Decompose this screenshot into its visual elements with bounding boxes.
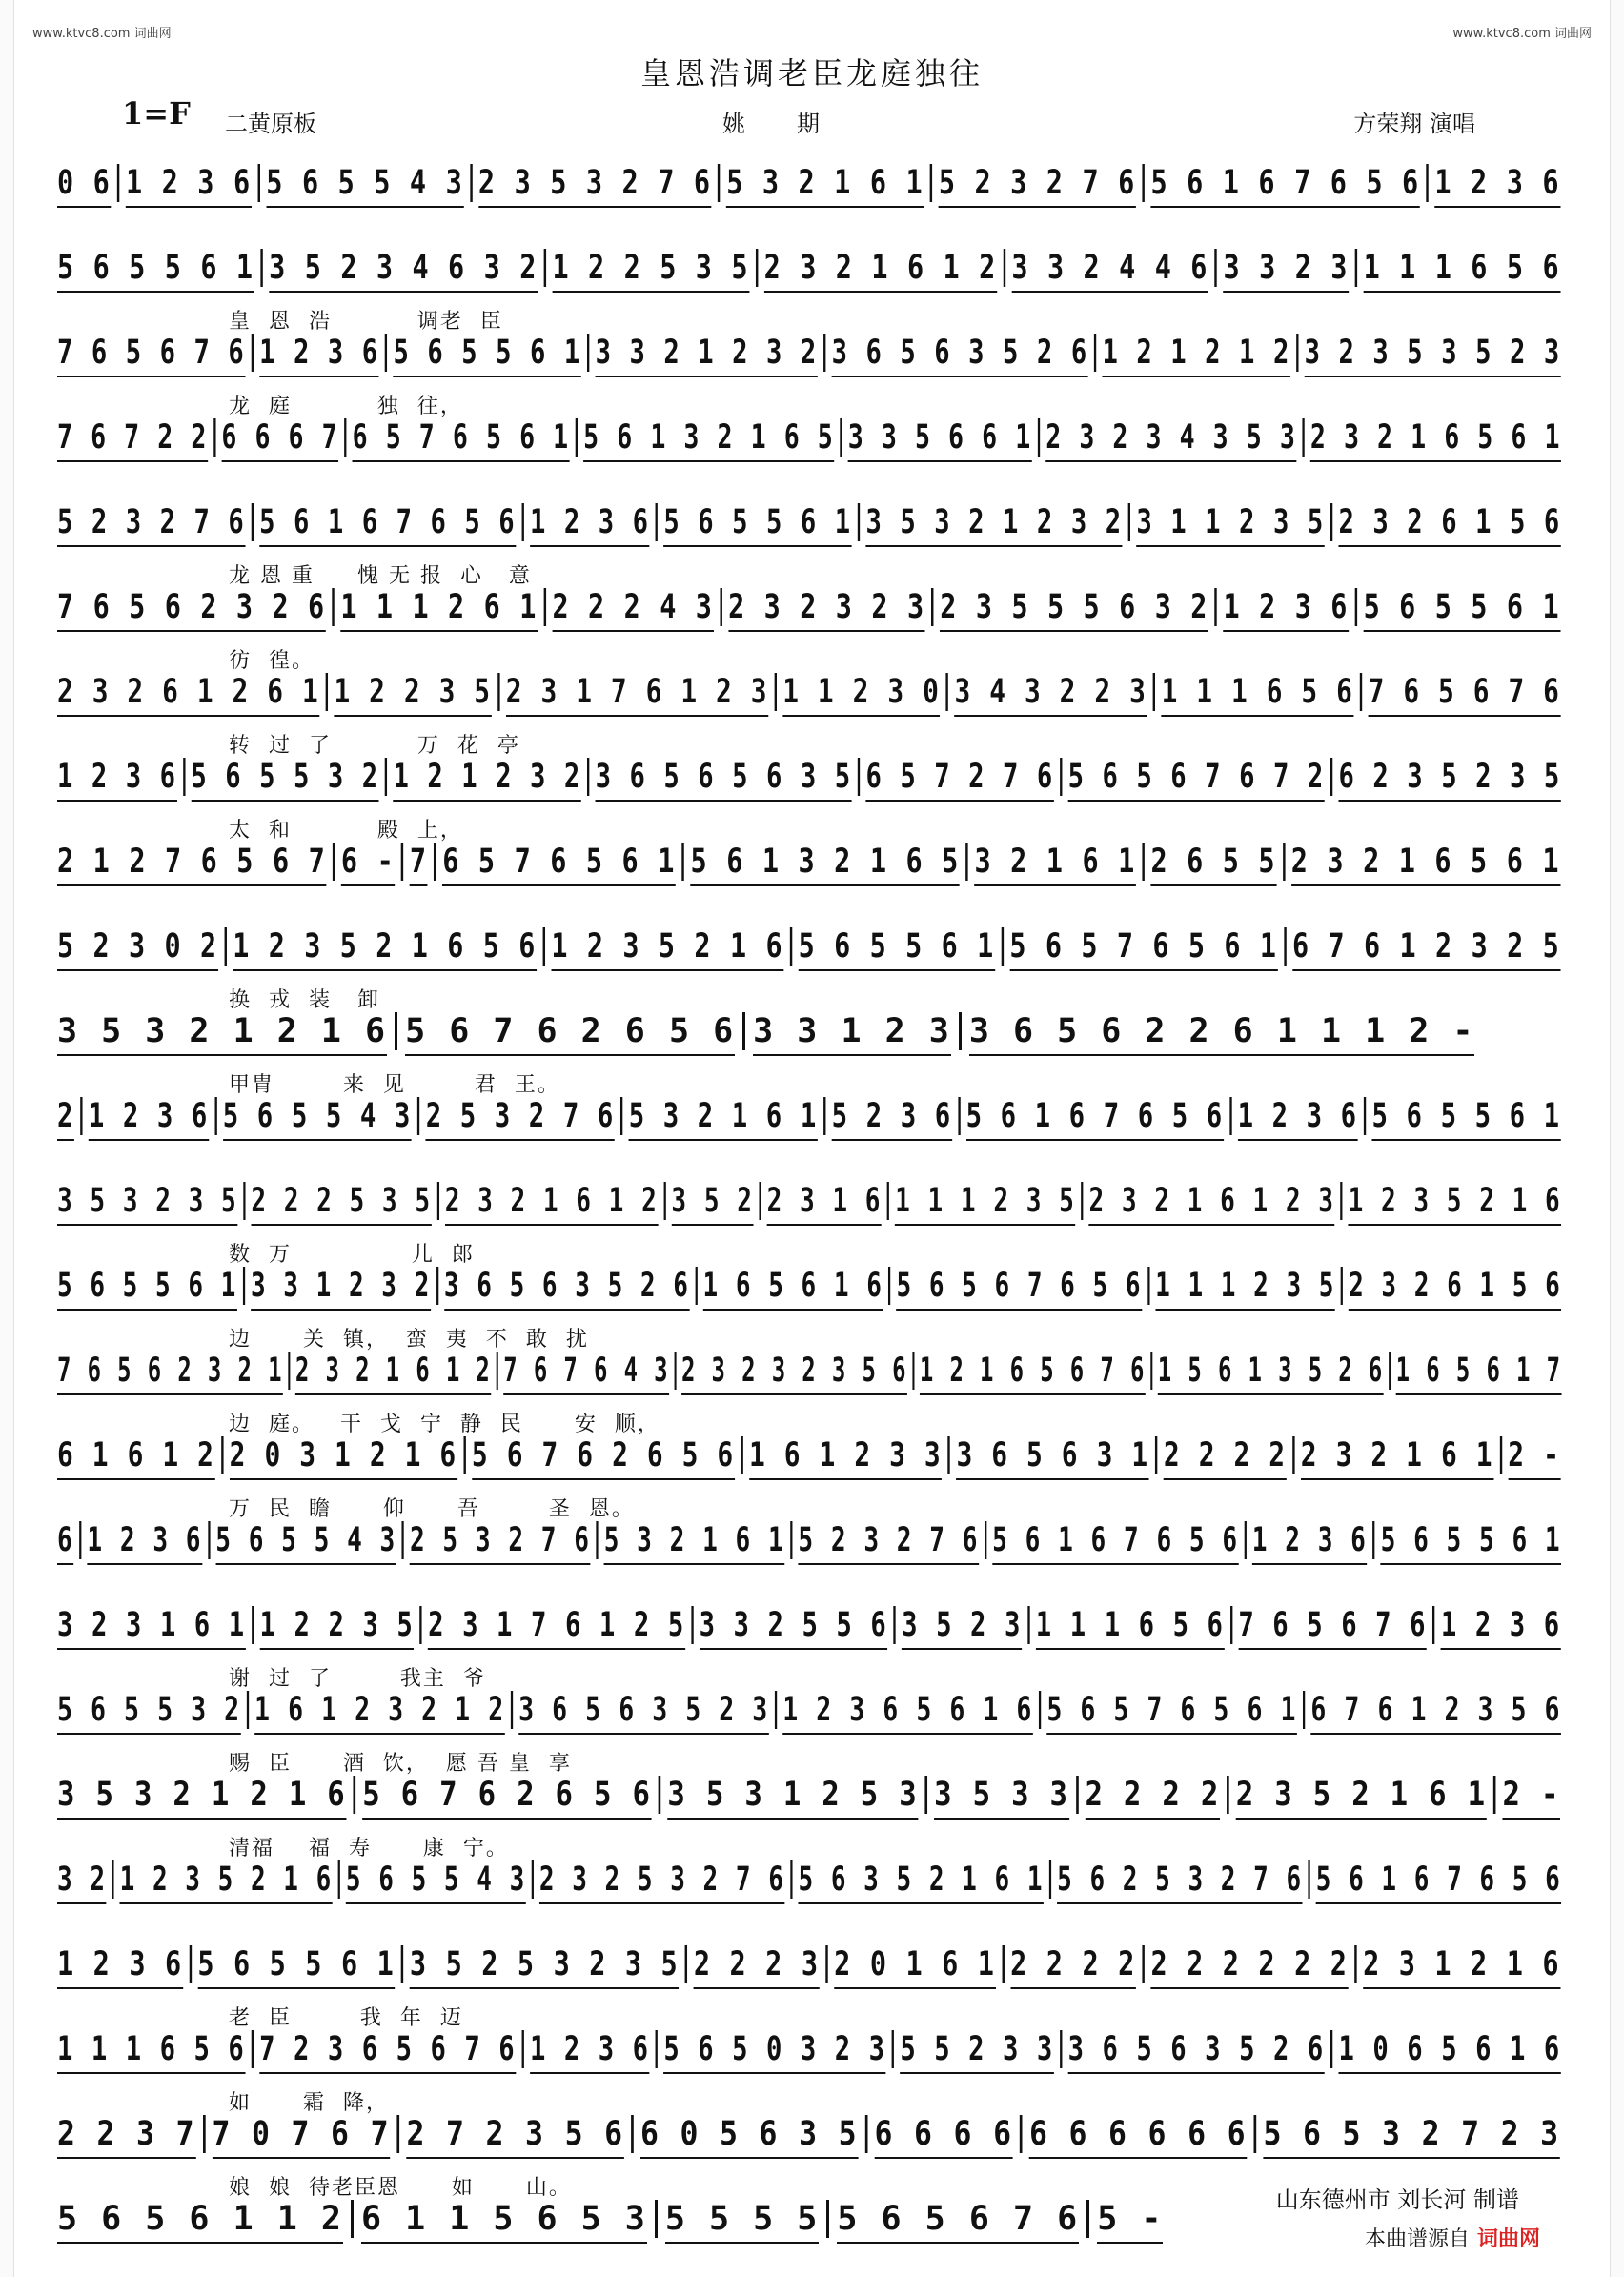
site-watermark-right: www.ktvc8.com 词曲网 [1452,27,1592,41]
measure: 2 2 2 3 [685,1945,825,1983]
measure: 3 5 3 1 2 5 3 [659,1776,925,1814]
measure: 2 3 1 7 6 1 2 5 [420,1606,691,1644]
measure: 7 6 7 6 4 3 [497,1352,675,1390]
measure: 5 3 2 1 6 1 [718,164,930,202]
measure: 5 6 1 3 2 1 6 5 [576,418,841,457]
measure: 5 6 5 5 6 1 [57,1267,243,1305]
measure: 3 3 2 4 4 6 [1003,249,1214,287]
measure: 3 6 5 6 3 5 2 3 [511,1691,775,1729]
lyric-line [57,1153,1567,1182]
score-line [57,727,1567,812]
measure: 5 6 5 6 7 6 7 2 [1060,758,1330,796]
measure: 2 5 3 2 7 6 [417,1097,620,1135]
score-line [57,1745,1567,1830]
measure: 5 6 5 5 4 3 [208,1521,402,1559]
score-line [57,1830,1567,1915]
measure: 5 6 1 3 2 1 6 5 [682,843,966,881]
singer-credit: 方荣翔 演唱 [1353,111,1475,137]
measure: 3 5 2 3 [894,1606,1028,1644]
measure: 5 3 2 1 6 1 [620,1097,823,1135]
score-line [57,1151,1567,1236]
notation-line [57,1182,1562,1220]
measure: 7 6 7 2 2 [57,418,213,457]
notation-line [57,1521,1562,1559]
lyric-line: 如 霜 降， [229,2091,389,2115]
score-line [57,812,1567,897]
measure: 1 2 3 6 [521,503,655,541]
notation-line [57,1097,1561,1135]
measure: 2 3 2 1 6 1 2 [436,1182,663,1220]
score-title: 皇恩浩调老臣龙庭独往 [639,55,984,91]
measure: 6 1 6 1 2 [57,1436,221,1474]
measure: 5 6 1 6 7 6 5 6 [958,1097,1229,1135]
measure: 1 1 1 2 3 5 [1147,1267,1341,1305]
measure: 5 6 7 6 2 6 5 6 [354,1776,659,1814]
notation-line [57,1267,1562,1305]
measure: 5 6 1 6 7 6 5 6 [985,1521,1245,1559]
tune-mode: 二黄原板 [225,111,316,137]
measure: 2 3 2 3 2 3 5 6 [674,1352,912,1390]
measure: 3 5 3 3 [924,1776,1075,1814]
measure: 7 [401,843,434,881]
measure: 1 2 3 6 [79,1521,208,1559]
measure: 2 3 1 7 6 1 2 3 [497,673,774,711]
measure: 3 6 5 6 3 5 2 6 [823,334,1094,372]
key-signature: 1=F [122,95,191,132]
measure: 1 2 3 6 [1245,1521,1373,1559]
measure: 6 5 7 2 7 6 [858,758,1060,796]
measure: 1 1 2 3 0 [774,673,945,711]
measure: 7 0 7 6 7 [203,2115,397,2153]
measure: 5 6 1 6 7 6 5 6 [1142,164,1426,202]
measure: 1 2 3 6 [1215,588,1355,626]
measure: 7 2 3 6 5 6 7 6 [252,2030,522,2068]
measure: 1 6 1 2 3 2 1 2 [247,1691,511,1729]
lyric-line: 谢 过 了 我主 爷 [229,1667,486,1691]
score-line [57,133,1567,218]
measure: 1 2 3 6 5 6 1 6 [775,1691,1039,1729]
measure: 5 6 1 6 7 6 5 6 [252,503,522,541]
measure: 5 6 5 5 6 1 [57,249,260,287]
measure: 5 6 1 6 7 6 5 6 [1309,1860,1568,1899]
measure: 6 7 6 1 2 3 2 5 [1284,927,1567,966]
score-line [57,218,1567,303]
measure: 2 3 1 2 1 6 [1354,1945,1567,1983]
measure: 5 6 5 0 3 2 3 [656,2030,892,2068]
measure: 5 2 3 2 7 6 [930,164,1143,202]
measure: 1 2 3 6 [117,164,257,202]
notation-line [57,1691,1562,1729]
measure: 5 6 5 5 6 1 [189,1945,401,1983]
measure: 1 2 3 5 2 1 6 [542,927,789,966]
lyric-line: 龙 恩 重 愧 无 报 心 意 [229,564,532,588]
measure: 1 2 2 5 3 5 [544,249,756,287]
measure: 1 2 2 3 5 [326,673,497,711]
score-line [57,388,1567,473]
measure: 2 3 2 6 1 2 6 1 [57,673,326,711]
measure: 6 6 6 6 [865,2115,1020,2153]
measure: 1 1 1 2 3 5 [887,1182,1081,1220]
notation-line [57,164,1561,202]
measure: 5 6 5 7 6 5 6 1 [1039,1691,1303,1729]
measure: 3 2 3 5 3 5 2 3 [1296,334,1567,372]
measure: 5 6 5 3 2 7 2 3 [1254,2115,1568,2153]
measure: 2 - [1500,1436,1567,1474]
measure: 1 2 3 6 [252,334,385,372]
measure: 6 0 5 6 3 5 [631,2115,865,2153]
measure: 2 2 2 2 [1155,1436,1292,1474]
lyric-line [57,1917,1567,1945]
lyric-line: 龙 庭 独 往， [229,395,463,418]
measure: 3 4 3 2 2 3 [946,673,1153,711]
measure: 3 5 3 2 1 2 1 6 [57,1776,354,1814]
measure: 5 6 5 5 6 1 [790,927,1002,966]
measure: 6 2 3 5 2 3 5 [1330,758,1567,796]
right-margin-strip [1610,0,1624,2277]
measure: 2 3 2 1 6 1 2 [756,249,1004,287]
source-note [1365,2223,1540,2252]
notation-line [57,249,1561,287]
measure: 6 5 7 6 5 6 1 [434,843,681,881]
measure: 2 2 2 2 [1076,1776,1227,1814]
measure: 5 2 3 0 2 [57,927,224,966]
lyric-line: 彷 徨。 [229,649,315,673]
notation-line [57,1606,1561,1644]
score-line [57,897,1567,982]
measure: 5 3 2 1 6 1 [596,1521,790,1559]
measure: 2 3 2 5 3 2 7 6 [532,1860,791,1899]
measure: 3 5 3 2 3 5 [57,1182,243,1220]
measure: 1 2 3 5 2 1 6 5 6 [224,927,542,966]
measure: 3 3 2 5 5 6 [691,1606,894,1644]
measure: 2 3 1 6 [759,1182,887,1220]
measure: 3 3 2 1 2 3 2 [587,334,823,372]
measure: 1 1 1 6 5 6 [57,2030,252,2068]
site-watermark-left: www.ktvc8.com 词曲网 [32,27,172,41]
measure: 2 2 3 7 [57,2115,203,2153]
lyric-line: 皇 恩 浩 调老 臣 [229,310,503,334]
measure: 6 5 7 6 5 6 1 [344,418,576,457]
score-line [57,303,1567,388]
lyric-line: 万 民 瞻 仰 吾 圣 恩。 [229,1497,635,1521]
measure: 2 [57,1097,80,1135]
lyric-line: 老 臣 我 年 迈 [229,2006,463,2030]
notation-line [57,334,1561,372]
measure: 1 2 1 2 3 2 [385,758,587,796]
lyric-line: 清福 福 寿 康 宁。 [229,1837,509,1860]
measure: 1 2 1 2 1 2 [1094,334,1296,372]
measure: 5 6 5 5 6 1 [1355,588,1567,626]
measure: 7 6 5 6 7 6 [1230,1606,1433,1644]
measure: 2 3 2 1 6 5 6 1 [1283,843,1567,881]
score-line [57,1067,1567,1151]
measure: 3 6 5 6 3 5 2 6 [1060,2030,1330,2068]
measure: 7 6 5 6 7 6 [1360,673,1567,711]
score-line [57,2000,1567,2084]
measure: 6 6 6 6 6 6 [1020,2115,1254,2153]
measure: 1 2 3 5 2 1 6 [112,1860,337,1899]
measure: 1 2 3 6 [1229,1097,1364,1135]
measure: 3 1 1 2 3 5 [1128,503,1330,541]
measure: 3 6 5 6 3 1 [948,1436,1155,1474]
measure: 5 6 7 6 2 6 5 6 [463,1436,741,1474]
measure: 2 3 2 6 1 5 6 [1330,503,1567,541]
measure: 5 2 3 6 [823,1097,958,1135]
measure: 1 2 3 6 [1432,1606,1567,1644]
notation-line [57,1776,1561,1814]
lyric-line: 娘 娘 待老臣恩 如 山。 [229,2176,572,2200]
measure: 1 2 3 6 [1426,164,1566,202]
measure: 3 6 5 6 3 5 2 6 [436,1267,696,1305]
lyric-line: 数 万 儿 郎 [229,1243,475,1267]
measure: 1 2 3 6 [80,1097,214,1135]
measure: 1 1 1 2 6 1 [332,588,543,626]
lyric-line: 边 关 镇， 蛮 夷 不 敢 扰 [229,1328,589,1352]
measure: 3 3 1 2 3 2 [243,1267,436,1305]
jianpu-score [57,133,1567,2254]
score-line [57,642,1567,727]
measure: 6 1 1 5 6 5 3 [351,2200,655,2238]
measure: 6 7 6 1 2 3 5 6 [1303,1691,1567,1729]
score-line [57,473,1567,558]
measure: 5 6 5 5 6 1 [1372,1521,1567,1559]
measure: 5 6 5 7 6 5 6 1 [1001,927,1284,966]
measure: 2 2 2 5 3 5 [243,1182,436,1220]
measure: 5 6 5 5 3 2 [183,758,385,796]
measure: 2 3 2 3 2 3 [720,588,931,626]
measure: 6 6 6 7 [213,418,344,457]
measure: 2 3 2 3 4 3 5 3 [1038,418,1303,457]
measure: 5 6 5 5 6 1 [385,334,587,372]
notation-line [57,1945,1561,1983]
measure: 7 6 5 6 7 6 [57,334,252,372]
measure: 5 - [1086,2200,1170,2238]
notation-line [57,758,1561,796]
measure: 3 3 2 3 [1215,249,1355,287]
score-line [57,1915,1567,2000]
measure: 5 6 7 6 2 6 5 6 [395,1012,742,1050]
measure: 2 2 2 2 2 2 [1142,1945,1354,1983]
lyric-line [57,220,1567,249]
measure: 5 2 3 2 7 6 [790,1521,985,1559]
lyric-line: 赐 臣 酒 饮， 愿 吾 皇 享 [229,1752,572,1776]
lyric-line: 甲胄 来 见 君 王。 [229,1073,560,1097]
measure: 1 2 1 6 5 6 7 6 [912,1352,1150,1390]
measure: 3 6 5 6 5 6 3 5 [587,758,858,796]
role-name: 姚期 [722,111,871,137]
measure: 3 5 2 [663,1182,759,1220]
measure: 1 6 1 2 3 3 [741,1436,947,1474]
measure: 2 3 5 2 1 6 1 [1227,1776,1493,1814]
score-line [57,982,1567,1067]
measure: 3 5 3 2 1 2 1 6 [57,1012,395,1050]
measure: 3 5 2 3 4 6 3 2 [260,249,543,287]
measure: 5 6 3 5 2 1 6 1 [790,1860,1049,1899]
measure: 2 3 5 3 2 7 6 [470,164,718,202]
measure: 5 6 2 5 3 2 7 6 [1049,1860,1309,1899]
measure: 2 5 3 2 7 6 [402,1521,597,1559]
score-line [57,558,1567,642]
measure: 2 0 1 6 1 [825,1945,1002,1983]
left-margin-strip [0,0,14,2277]
score-line [57,1660,1567,1745]
lyric-line: 边 庭。 干 戈 宁 静 民 安 顺， [229,1413,660,1436]
measure: 2 2 2 2 [1002,1945,1142,1983]
source-prefix: 本曲谱源自 [1364,2227,1470,2251]
measure: 2 3 2 6 1 5 6 [1341,1267,1567,1305]
measure: 3 6 5 6 2 2 6 1 1 1 2 - [959,1012,1483,1050]
measure: 5 6 5 5 3 2 [57,1691,247,1729]
measure: 1 2 2 3 5 [252,1606,420,1644]
measure: 5 6 5 6 7 6 [826,2200,1086,2238]
measure: 2 3 2 1 6 1 2 [288,1352,496,1390]
measure: 1 5 6 1 3 5 2 6 [1150,1352,1389,1390]
score-line [57,1321,1567,1406]
notation-line [57,2115,1560,2153]
measure: 5 6 5 5 4 3 [214,1097,417,1135]
measure: 3 2 [57,1860,112,1899]
measure: 1 2 3 6 [57,758,183,796]
measure: 5 6 5 5 4 3 [257,164,470,202]
measure: 2 3 2 1 6 1 [1292,1436,1499,1474]
measure: 5 6 5 6 7 6 5 6 [888,1267,1147,1305]
lyric-line: 换 戎 装 卸 [229,988,380,1012]
measure: 1 6 5 6 1 6 [695,1267,888,1305]
measure: 2 3 5 5 5 6 3 2 [931,588,1214,626]
measure: 3 2 3 1 6 1 [57,1606,252,1644]
score-line [57,1236,1567,1321]
measure: 0 6 [57,164,117,202]
measure: 2 6 5 5 [1142,843,1282,881]
notation-line [57,1352,1562,1390]
lyric-line [57,1577,1567,1606]
measure: 1 6 5 6 1 7 [1389,1352,1567,1390]
lyric-line [57,899,1567,927]
notation-line [57,2030,1561,2068]
measure: 5 6 5 5 6 1 [656,503,858,541]
score-line [57,1491,1567,1576]
measure: 5 6 5 6 1 1 2 [57,2200,351,2238]
measure: 3 5 2 5 3 2 3 5 [401,1945,685,1983]
measure: 1 2 3 6 [57,1945,189,1983]
notation-line [57,588,1561,626]
lyric-line [57,475,1567,503]
measure: 2 2 2 4 3 [544,588,721,626]
notation-line [57,927,1561,966]
notation-line [57,503,1561,541]
measure: 2 1 2 7 6 5 6 7 [57,843,333,881]
lyric-line [57,135,1567,164]
measure: 3 2 1 6 1 [965,843,1142,881]
measure: 7 6 5 6 2 3 2 6 [57,588,332,626]
notation-line [57,1860,1562,1899]
transcriber-credit: 山东德州市 刘长河 制谱 [1275,2186,1519,2213]
measure: 5 6 5 5 4 3 [338,1860,532,1899]
measure: 6 - [333,843,401,881]
measure: 3 5 3 2 1 2 3 2 [858,503,1128,541]
measure: 5 6 5 5 6 1 [1364,1097,1567,1135]
measure: 2 3 2 1 6 1 2 3 [1081,1182,1340,1220]
measure: 1 0 6 5 6 1 6 [1330,2030,1567,2068]
lyric-line: 转 过 了 万 花 亭 [229,734,520,758]
notation-line [57,1436,1561,1474]
measure: 5 5 2 3 3 [892,2030,1060,2068]
score-line [57,2084,1567,2169]
score-line [57,1406,1567,1491]
measure: 1 2 3 6 [521,2030,655,2068]
notation-line [57,843,1561,881]
notation-line [57,673,1561,711]
notation-line [57,1012,1567,1050]
measure: 2 7 2 3 5 6 [397,2115,632,2153]
measure: 2 - [1493,1776,1567,1814]
notation-line [57,418,1562,457]
measure: 1 2 3 5 2 1 6 [1340,1182,1567,1220]
measure: 7 6 5 6 2 3 2 1 [57,1352,288,1390]
source-brand: 词曲网 [1476,2227,1540,2251]
measure: 1 1 1 6 5 6 [1027,1606,1230,1644]
score-line [57,1576,1567,1660]
measure: 2 0 3 1 2 1 6 [221,1436,463,1474]
measure: 6 [57,1521,79,1559]
measure: 2 3 2 1 6 5 6 1 [1302,418,1567,457]
measure: 3 3 5 6 6 1 [840,418,1037,457]
measure: 5 2 3 2 7 6 [57,503,252,541]
measure: 3 3 1 2 3 [742,1012,959,1050]
measure: 1 1 1 6 5 6 [1355,249,1567,287]
measure: 5 5 5 5 [655,2200,827,2238]
lyric-line: 太 和 殿 上， [229,819,463,843]
measure: 1 1 1 6 5 6 [1153,673,1360,711]
